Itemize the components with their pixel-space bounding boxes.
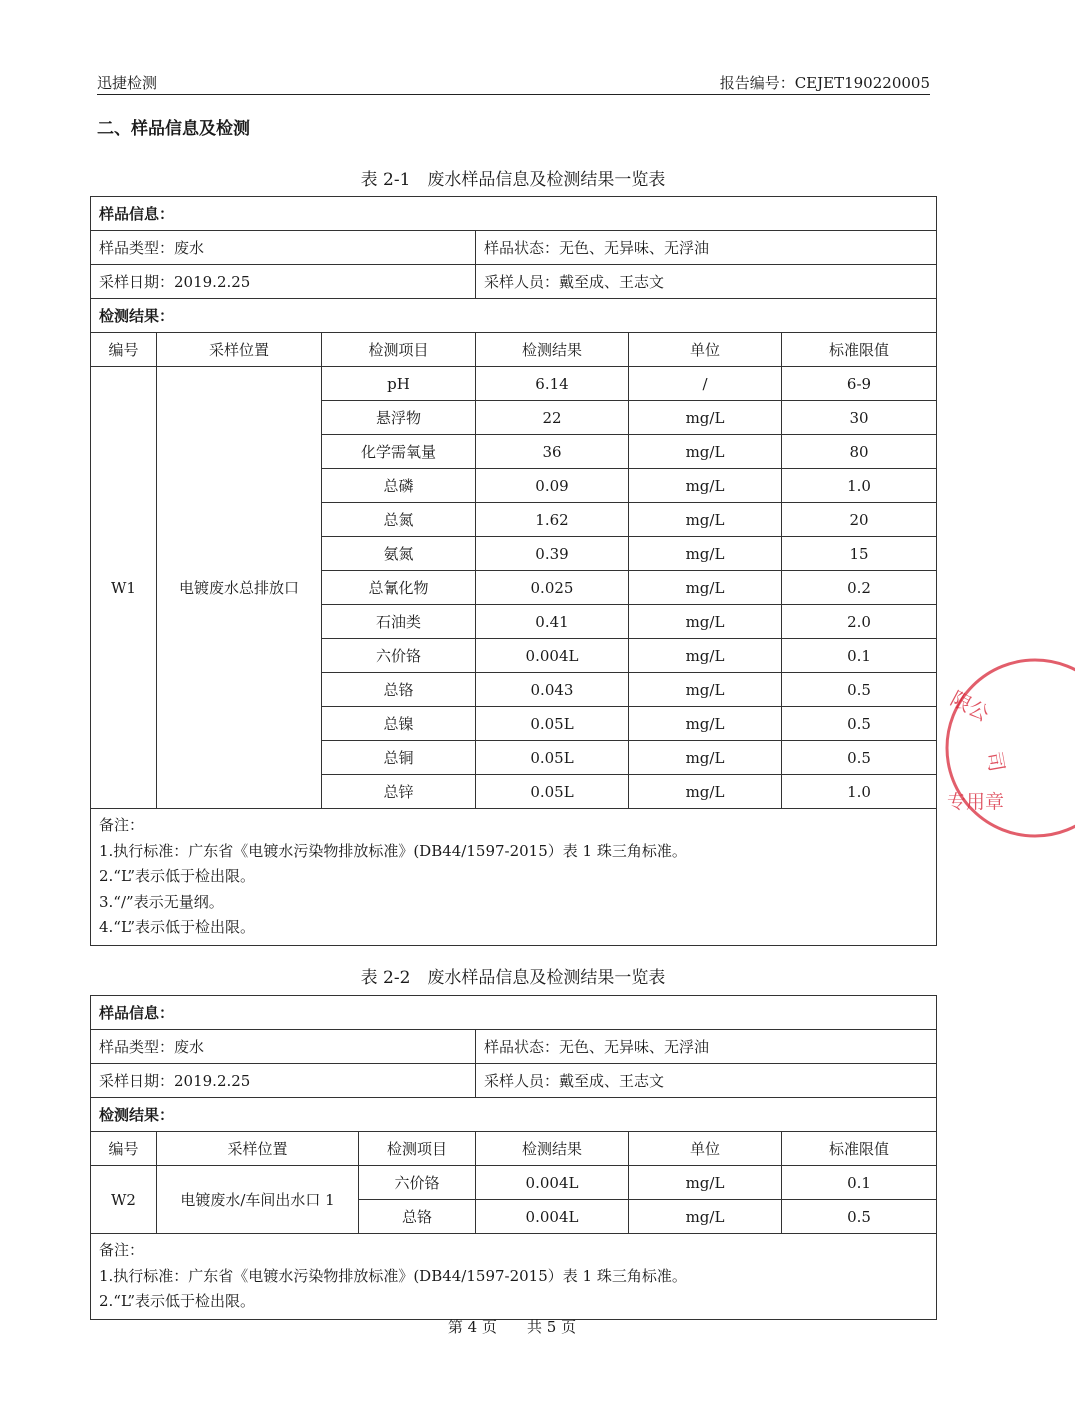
test-result: 0.39 (476, 537, 629, 571)
note-line: 1.执行标准：广东省《电镀水污染物排放标准》(DB44/1597-2015）表 1 珠三角标准。 (99, 841, 687, 860)
test-result: 1.62 (476, 503, 629, 537)
test-limit: 0.5 (782, 741, 937, 775)
sampling-date: 采样日期：2019.2.25 (91, 1064, 476, 1098)
table1 (90, 196, 937, 946)
sample-info-label: 样品信息： (91, 197, 937, 231)
sampler: 采样人员：戴至成、王志文 (476, 1064, 937, 1098)
test-item: 六价铬 (322, 639, 476, 673)
test-item: 总镍 (322, 707, 476, 741)
note-line: 2.“L”表示低于检出限。 (99, 1292, 256, 1310)
test-item: pH (322, 367, 476, 401)
test-item: 总锌 (322, 775, 476, 809)
test-result: 0.41 (476, 605, 629, 639)
test-item: 总氰化物 (322, 571, 476, 605)
sampling-date: 采样日期：2019.2.25 (91, 265, 476, 299)
column-header: 检测结果 (476, 333, 629, 367)
results-label: 检测结果： (91, 1098, 937, 1132)
test-item: 氨氮 (322, 537, 476, 571)
note-line: 3.“/”表示无量纲。 (99, 892, 224, 911)
test-limit: 30 (782, 401, 937, 435)
test-unit: mg/L (629, 673, 782, 707)
test-result: 0.004L (476, 1200, 629, 1234)
test-limit: 0.1 (782, 639, 937, 673)
test-result: 0.05L (476, 741, 629, 775)
test-unit: mg/L (629, 707, 782, 741)
sample-type: 样品类型：废水 (91, 1030, 476, 1064)
column-header: 检测项目 (322, 333, 476, 367)
note-line: 2.“L”表示低于检出限。 (99, 867, 256, 885)
column-header: 检测项目 (359, 1132, 476, 1166)
test-item: 总磷 (322, 469, 476, 503)
column-header: 采样位置 (157, 333, 322, 367)
test-limit: 0.5 (782, 673, 937, 707)
test-limit: 20 (782, 503, 937, 537)
test-result: 0.09 (476, 469, 629, 503)
test-limit: 1.0 (782, 775, 937, 809)
test-item: 总铜 (322, 741, 476, 775)
notes-label: 备注： (99, 1241, 145, 1259)
test-limit: 0.2 (782, 571, 937, 605)
column-header: 编号 (91, 333, 157, 367)
notes-block (91, 809, 937, 946)
test-unit: mg/L (629, 775, 782, 809)
test-result: 0.004L (476, 1166, 629, 1200)
test-unit: mg/L (629, 1200, 782, 1234)
test-result: 0.025 (476, 571, 629, 605)
sample-type: 样品类型：废水 (91, 231, 476, 265)
test-unit: mg/L (629, 435, 782, 469)
test-unit: mg/L (629, 503, 782, 537)
test-unit: mg/L (629, 1166, 782, 1200)
column-header: 标准限值 (782, 333, 937, 367)
sampling-location: 电镀废水总排放口 (157, 367, 322, 809)
test-unit: mg/L (629, 639, 782, 673)
test-limit: 15 (782, 537, 937, 571)
column-header: 采样位置 (157, 1132, 359, 1166)
test-item: 总铬 (322, 673, 476, 707)
results-label: 检测结果： (91, 299, 937, 333)
sample-state: 样品状态：无色、无异味、无浮油 (476, 1030, 937, 1064)
test-result: 0.043 (476, 673, 629, 707)
svg-text:司: 司 (982, 749, 1010, 774)
note-line: 1.执行标准：广东省《电镀水污染物排放标准》(DB44/1597-2015）表 1 珠三角标准。 (99, 1266, 687, 1285)
report-number: 报告编号：CEJET190220005 (719, 74, 930, 92)
seal-icon (935, 648, 1075, 848)
test-limit: 0.5 (782, 1200, 937, 1234)
test-limit: 80 (782, 435, 937, 469)
test-result: 0.05L (476, 707, 629, 741)
sampler: 采样人员：戴至成、王志文 (476, 265, 937, 299)
test-item: 石油类 (322, 605, 476, 639)
test-limit: 2.0 (782, 605, 937, 639)
sample-id: W1 (91, 367, 157, 809)
page-header (97, 72, 930, 95)
table2-caption: 表 2-2 废水样品信息及检测结果一览表 (360, 968, 666, 988)
test-result: 0.004L (476, 639, 629, 673)
svg-text:限公: 限公 (946, 686, 994, 727)
test-result: 36 (476, 435, 629, 469)
test-unit: mg/L (629, 537, 782, 571)
test-limit: 1.0 (782, 469, 937, 503)
company-name: 迅捷检测 (97, 74, 158, 92)
test-limit: 0.1 (782, 1166, 937, 1200)
notes-block (91, 1234, 937, 1320)
column-header: 标准限值 (782, 1132, 937, 1166)
column-header: 编号 (91, 1132, 157, 1166)
test-unit: mg/L (629, 605, 782, 639)
test-result: 22 (476, 401, 629, 435)
test-unit: mg/L (629, 469, 782, 503)
test-unit: mg/L (629, 571, 782, 605)
svg-text:专用章: 专用章 (947, 791, 1005, 813)
company-seal (935, 648, 1010, 848)
test-item: 悬浮物 (322, 401, 476, 435)
test-item: 总氮 (322, 503, 476, 537)
test-result: 0.05L (476, 775, 629, 809)
sample-info-label: 样品信息： (91, 996, 937, 1030)
sample-state: 样品状态：无色、无异味、无浮油 (476, 231, 937, 265)
test-unit: / (629, 367, 782, 401)
column-header: 检测结果 (476, 1132, 629, 1166)
test-unit: mg/L (629, 741, 782, 775)
test-limit: 6-9 (782, 367, 937, 401)
test-item: 化学需氧量 (322, 435, 476, 469)
table1-caption: 表 2-1 废水样品信息及检测结果一览表 (360, 170, 666, 190)
test-item: 六价铬 (359, 1166, 476, 1200)
notes-label: 备注： (99, 816, 145, 834)
table2 (90, 995, 937, 1320)
test-unit: mg/L (629, 401, 782, 435)
column-header: 单位 (629, 333, 782, 367)
page-footer: 第 4 页 共 5 页 (447, 1318, 577, 1336)
note-line: 4.“L”表示低于检出限。 (99, 918, 256, 936)
test-result: 6.14 (476, 367, 629, 401)
section-title: 二、样品信息及检测 (97, 119, 250, 139)
test-limit: 0.5 (782, 707, 937, 741)
column-header: 单位 (629, 1132, 782, 1166)
test-item: 总铬 (359, 1200, 476, 1234)
sample-id: W2 (91, 1166, 157, 1234)
sampling-location: 电镀废水/车间出水口 1 (157, 1166, 359, 1234)
